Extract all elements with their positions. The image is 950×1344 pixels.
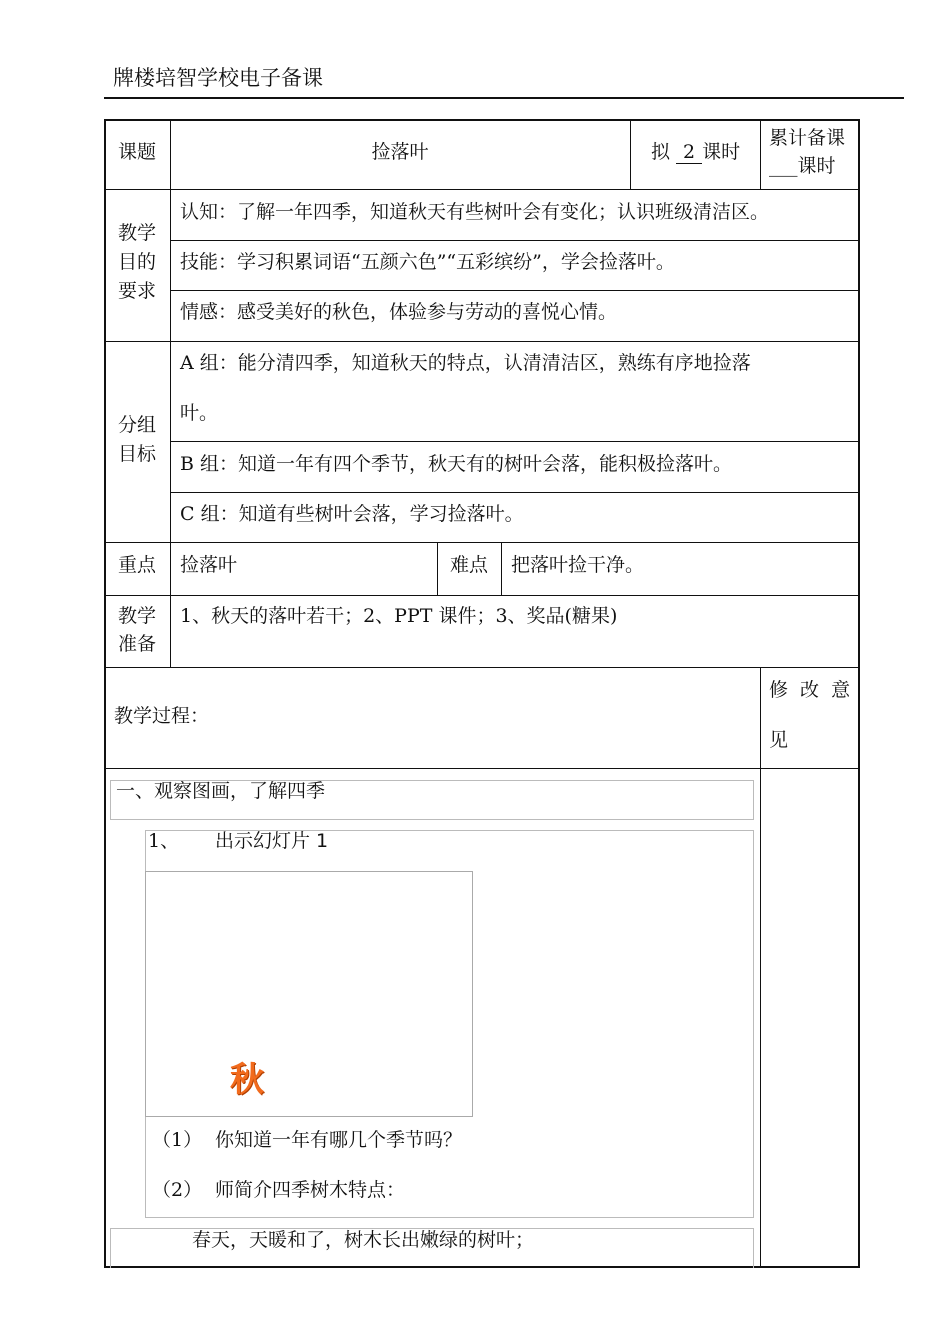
difficulty-value: 把落叶捡干净。 <box>511 554 645 576</box>
question-number: （1） <box>152 1129 203 1151</box>
goal-skill: 技能：学习积累词语“五颜六色”“五彩缤纷”，学会捡落叶。 <box>180 251 675 273</box>
row-divider <box>104 595 860 596</box>
difficulty-label: 难点 <box>449 554 488 576</box>
total-hours <box>769 153 836 180</box>
goals-label-line: 要求 <box>117 280 156 302</box>
topic-value: 捡落叶 <box>371 141 429 163</box>
row-divider <box>170 240 860 241</box>
question-number: （2） <box>152 1179 203 1201</box>
topic-label: 课题 <box>117 141 156 163</box>
row-divider <box>104 542 860 543</box>
total-hours-label: 累计备课 <box>769 127 846 149</box>
step-text: 出示幻灯片 1 <box>215 830 329 852</box>
question-text: 师简介四季树木特点： <box>215 1179 406 1201</box>
revision-label-line2: 见 <box>769 729 789 751</box>
key-point-value: 捡落叶 <box>180 554 238 576</box>
preparation-label-line: 准备 <box>117 633 156 655</box>
col-divider <box>501 542 502 595</box>
goals-label-line: 目的 <box>117 251 156 273</box>
header-title: 牌楼培智学校电子备课 <box>113 66 323 90</box>
group-a-goal-line2: 叶。 <box>180 402 219 424</box>
step-number: 1、 <box>148 830 180 852</box>
planned-hours-prefix: 拟 <box>651 141 671 163</box>
group-a-goal-line1: A 组：能分清四季，知道秋天的特点，认清清洁区，熟练有序地捡落 <box>180 352 751 374</box>
preparation-label <box>104 602 170 658</box>
col-divider <box>630 119 631 189</box>
header-rule <box>104 97 904 99</box>
revision-label-line1: 修 改 意 <box>769 679 854 701</box>
row-divider <box>104 667 860 668</box>
group-b-goal: B 组：知道一年有四个季节，秋天有的树叶会落，能积极捡落叶。 <box>180 453 733 475</box>
total-hours-blank: ___ <box>769 155 798 177</box>
planned-hours <box>651 139 740 166</box>
row-divider <box>104 341 860 342</box>
col-divider <box>760 667 761 1268</box>
process-label: 教学过程： <box>114 705 210 727</box>
row-divider <box>170 492 860 493</box>
goal-cognition: 认知：了解一年四季，知道秋天有些树叶会有变化；认识班级清洁区。 <box>180 201 770 223</box>
row-divider <box>104 189 860 190</box>
group-goals-label-line: 分组 <box>117 414 156 436</box>
section-heading: 一、观察图画，了解四季 <box>116 780 326 802</box>
question-text: 你知道一年有哪几个季节吗？ <box>215 1129 463 1151</box>
col-divider <box>170 119 171 667</box>
planned-hours-suffix: 课时 <box>702 141 741 163</box>
col-divider <box>760 119 761 189</box>
goals-label <box>104 219 170 306</box>
preparation-label-line: 教学 <box>117 605 156 627</box>
spring-description: 春天，天暖和了，树木长出嫩绿的树叶； <box>192 1229 535 1251</box>
row-divider <box>170 441 860 442</box>
group-c-goal: C 组：知道有些树叶会落，学习捡落叶。 <box>180 503 524 525</box>
total-hours-suffix: 课时 <box>797 155 836 177</box>
goals-label-line: 教学 <box>117 222 156 244</box>
group-goals-label-line: 目标 <box>117 443 156 465</box>
slide-autumn-text: 秋 <box>230 1060 264 1100</box>
slide-image <box>145 871 473 1117</box>
row-divider <box>170 290 860 291</box>
key-point-label: 重点 <box>117 554 156 576</box>
preparation-value: 1、秋天的落叶若干；2、PPT 课件；3、奖品(糖果) <box>180 605 618 627</box>
planned-hours-count: 2 <box>676 141 702 164</box>
group-goals-label <box>104 411 170 469</box>
row-divider <box>104 768 860 769</box>
goal-emotion: 情感：感受美好的秋色，体验参与劳动的喜悦心情。 <box>180 301 618 323</box>
